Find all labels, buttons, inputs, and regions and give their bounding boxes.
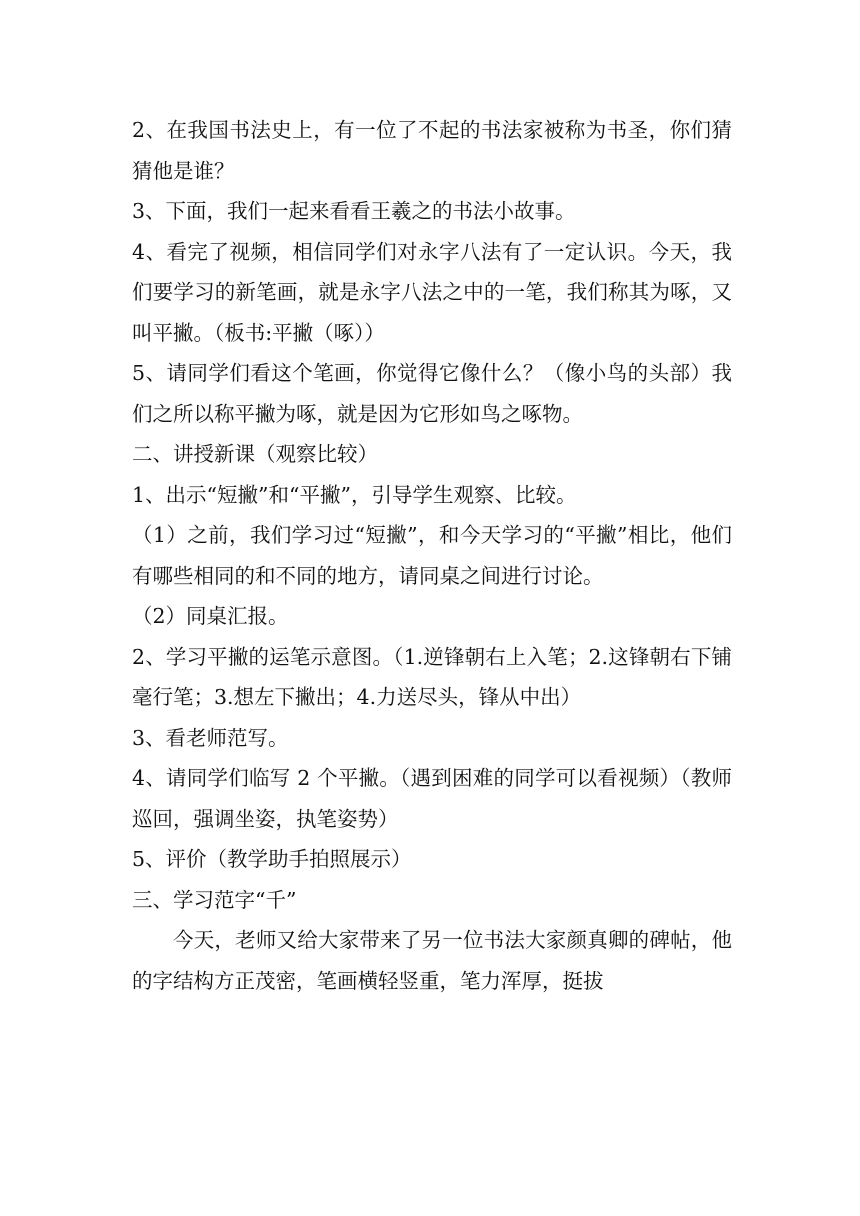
paragraph-question-3: 3、下面，我们一起来看看王羲之的书法小故事。 xyxy=(132,199,576,223)
paragraph-question-5: 5、请同学们看这个笔画，你觉得它像什么？（像小鸟的头部）我们之所以称平撇为啄，就是因为它形如鸟之啄物。 xyxy=(132,361,732,426)
paragraph-step-2: 2、学习平撇的运笔示意图。（1.逆锋朝右上入笔；2.这锋朝右下铺毫行笔；3.想左下撇出；4.力送尽头，锋从中出） xyxy=(132,644,732,709)
paragraph-question-2: 2、在我国书法史上，有一位了不起的书法家被称为书圣，你们猜猜他是谁？ xyxy=(132,118,732,183)
document-body xyxy=(132,110,732,1001)
paragraph-step-1-sub-2: （2）同桌汇报。 xyxy=(132,604,289,628)
paragraph-step-5: 5、评价（教学助手拍照展示） xyxy=(132,847,412,871)
paragraph-step-1-sub-1: （1）之前，我们学习过“短撇”，和今天学习的“平撇”相比，他们有哪些相同的和不同的地方，请同桌之间进行讨论。 xyxy=(132,523,732,588)
section-heading-example-character: 三、学习范字“千” xyxy=(132,887,297,912)
paragraph-step-3: 3、看老师范写。 xyxy=(132,725,289,750)
paragraph-yan-zhenqing-intro: 今天，老师又给大家带来了另一位书法大家颜真卿的碑帖，他的字结构方正茂密，笔画横轻竖重，笔力浑厚，挺拔 xyxy=(132,928,732,993)
paragraph-question-4: 4、看完了视频，相信同学们对永字八法有了一定认识。今天，我们要学习的新笔画，就是永字八法之中的一笔，我们称其为啄，又叫平撇。（板书:平撇（啄）） xyxy=(132,239,732,345)
paragraph-step-1: 1、出示“短撇”和“平撇”，引导学生观察、比较。 xyxy=(132,482,577,507)
section-heading-new-lesson: 二、讲授新课（观察比较） xyxy=(132,442,378,466)
paragraph-step-4: 4、请同学们临写 2 个平撇。（遇到困难的同学可以看视频）（教师巡回，强调坐姿，执笔姿势） xyxy=(132,766,732,831)
